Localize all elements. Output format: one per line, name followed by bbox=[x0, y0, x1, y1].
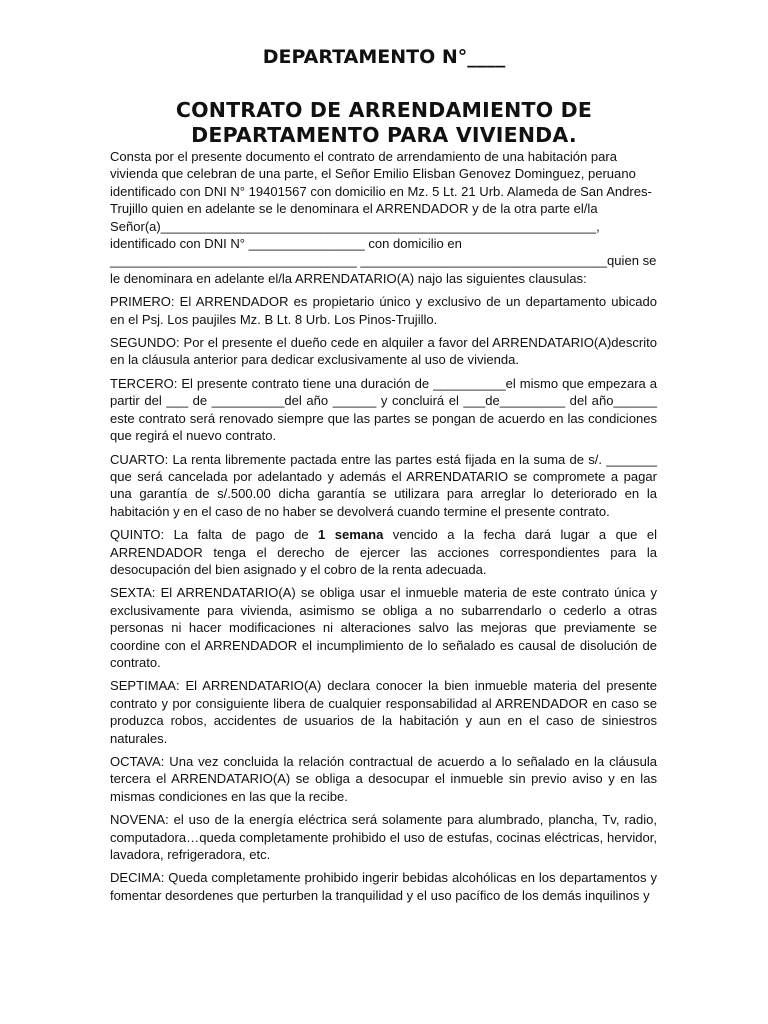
clause-primero-text: PRIMERO: El ARRENDADOR es propietario único y exclusivo de un departamento ubicado en el Psj. Los paujiles Mz. B Lt. 8 Urb. Los Pinos-Trujillo. bbox=[110, 294, 661, 327]
clause-sexta-text: SEXTA: El ARRENDATARIO(A) se obliga usar el inmueble materia de este contrato única y exclusivamente para vivienda, asimismo se obliga a no subarrendarlo o cederlo a otras personas ni hacer modificaciones ni alteraciones salvo las mejoras que previamente se coordine con el ARRENDADOR el incumplimiento de lo señalado es causal de disolución de contrato. bbox=[110, 585, 661, 670]
clause-cuarto-text: CUARTO: La renta libremente pactada entre las partes está fijada en la suma de s/. _______ que será cancelada por adelantado y además el ARRENDATARIO se compromete a pagar una garantía de s/.500.00 dicha garantía se utilizara para arreglar lo deteriorado en la habitación y en el caso de no haber se devolverá cuando termine el presente contrato. bbox=[110, 451, 661, 519]
clause-quinto-text-end: vencido a la fecha dará lugar a que el ARRENDADOR tenga el derecho de ejercer las acciones correspondientes para la desocupación del bien asignado y el cobro de la renta adecuada. bbox=[110, 527, 661, 577]
clause-quinto-bold-term: 1 semana bbox=[318, 527, 384, 543]
clause-cuarto bbox=[110, 451, 661, 521]
clause-primero bbox=[110, 293, 661, 328]
clause-octava-text: OCTAVA: Una vez concluida la relación contractual de acuerdo a lo señalado en la cláusula tercera el ARRENDATARIO(A) se obliga a desocupar el inmueble sin previo aviso y en las mismas condiciones en las que la recibe. bbox=[110, 754, 661, 804]
intro-text: Consta por el presente documento el contrato de arrendamiento de una habitación para vivienda que celebran de una parte, el Señor Emilio Elisban Genovez Dominguez, peruano identificado con DNI N° 19401567 con domicilio en Mz. 5 Lt. 21 Urb. Alameda de San Andres-Trujillo quien en adelante se le denominara el ARRENDADOR y de la otra parte el/la Señor(a)____________________________________________________________, identificado con DNI N° ________________ con domicilio en __________________________________ __________________________________quien se le denominara en adelante el/la ARRENDATARIO(A) najo las siguientes clausulas: bbox=[110, 149, 660, 286]
clause-decima bbox=[110, 869, 661, 904]
clause-segundo bbox=[110, 334, 661, 369]
clause-octava bbox=[110, 753, 661, 805]
clause-tercero bbox=[110, 375, 661, 445]
contract-body bbox=[110, 148, 661, 910]
clause-novena-text: NOVENA: el uso de la energía eléctrica será solamente para alumbrado, plancha, Tv, radio, computadora…queda completamente prohibido el uso de estufas, cocinas eléctricas, hervidor, lavadora, refrigeradora, etc. bbox=[110, 812, 661, 863]
clause-quinto-text-start: QUINTO: La falta de pago de bbox=[110, 527, 319, 543]
intro-paragraph bbox=[110, 148, 660, 287]
clause-septimaa bbox=[110, 677, 661, 747]
contract-title-line-2: DEPARTAMENTO PARA VIVIENDA. bbox=[191, 123, 577, 147]
clause-segundo-text: SEGUNDO: Por el presente el dueño cede en alquiler a favor del ARRENDATARIO(A)descrito en la cláusula anterior para dedicar exclusivamente al uso de vivienda. bbox=[110, 335, 661, 368]
contract-title-line-1: CONTRATO DE ARRENDAMIENTO DE bbox=[175, 98, 593, 122]
clause-quinto bbox=[110, 526, 661, 578]
clause-sexta bbox=[110, 584, 661, 671]
clause-decima-text: DECIMA: Queda completamente prohibido ingerir bebidas alcohólicas en los departamentos y fomentar desordenes que perturben la tranquilidad y el uso pacífico de los demás inquilinos y bbox=[110, 870, 661, 903]
contract-title bbox=[0, 98, 768, 148]
clause-novena bbox=[110, 811, 661, 863]
clause-septimaa-text: SEPTIMAA: El ARRENDATARIO(A) declara conocer la bien inmueble materia del presente contrato y por consiguiente libera de cualquier responsabilidad al ARRENDADOR en caso se produzca robos, accidentes de usuarios de la habitación y aun en el caso de siniestros naturales. bbox=[110, 678, 661, 746]
clause-tercero-text: TERCERO: El presente contrato tiene una duración de __________el mismo que empezara a partir del ___ de __________del año ______ y concluirá el ___de_________ del año______ este contrato será renovado siempre que las partes se pongan de acuerdo en las condiciones que regirá el nuevo contrato. bbox=[110, 375, 661, 444]
department-number-heading: DEPARTAMENTO N°____ bbox=[262, 46, 506, 68]
